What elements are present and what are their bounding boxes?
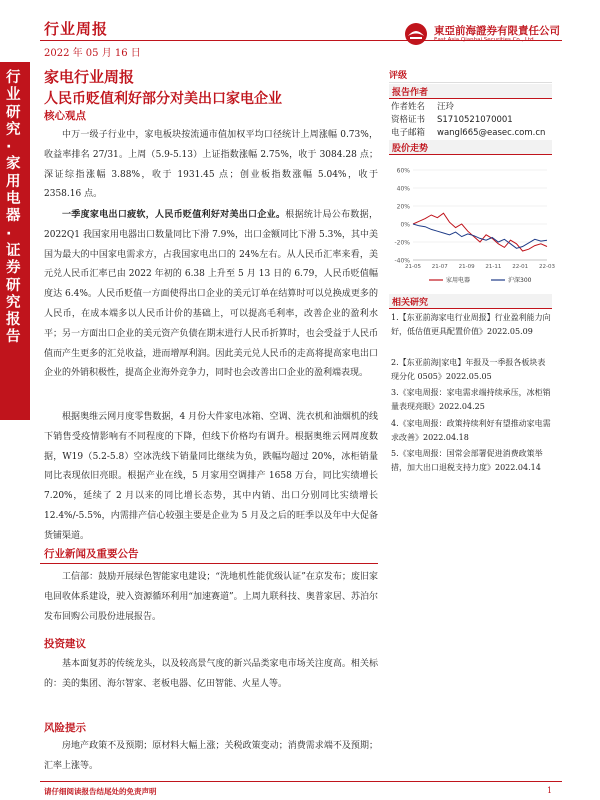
trend-heading: 股价走势 — [392, 144, 429, 154]
paragraph-advice: 基本面复苏的传统龙头，以及较高景气度的新兴品类家电市场关注度高。相关标的：美的集团、海尔智家、老板电器、亿田智能、火星人等。 — [44, 659, 378, 689]
x-tick-label: 21-11 — [485, 264, 502, 270]
advice-heading: 投资建议 — [44, 638, 86, 650]
sidebar-text: 行业研究·家用电器·证券研究报告 — [6, 70, 21, 346]
risk-heading: 风险提示 — [44, 722, 86, 734]
x-tick-label: 21-05 — [405, 264, 421, 270]
x-tick-label: 22-01 — [512, 264, 529, 270]
related-item-5[interactable]: 5.《家电周报：国常会部署促进消费政策举措，加大出口退税支持力度》2022.04.14 — [391, 449, 543, 473]
analyst-name-value: 汪玲 — [437, 102, 455, 112]
paragraph-export — [44, 206, 378, 384]
paragraph-retail: 根据奥维云网月度零售数据，4 月份大件家电冰箱、空调、洗衣机和油烟机的线下销售受疫情影响有不同程度的下降，但线下价格均有调升。根据奥维云网周度数据，W19（5.2-5.8）空冰洗线下销量同比继续为负，跌幅均超过 20%，冰柜销量同比表现依旧亮眼。根据产业在线，5 月家用空调排产 1658 万台，同比实绩增长 7.20%，延续了 2 月以来的同比增长态势，其中内销、出口分别同比实绩增长 12.4%/-5.5%，内需排产信心较强主要是企业为 5 月及之后的旺季以及年中大促备货铺渠道。 — [44, 412, 378, 541]
y-tick-label: 60% — [396, 167, 410, 175]
y-tick-label: -40% — [394, 257, 410, 265]
paragraph-news: 工信部：鼓励开展绿色智能家电建设；“洗地机性能优级认证”在京发布；废旧家电回收体系建设，驶入资源循环利用“加速赛道”。上周九联科技、奥普家居、苏泊尔发布回购公司股份进展报告。 — [44, 572, 378, 622]
analyst-name-key: 作者姓名 — [391, 102, 426, 112]
analyst-name-row — [391, 100, 454, 112]
stock-trend-chart — [389, 162, 553, 288]
related-item-2[interactable]: 2.【东亚前海|家电】年报及一季报各板块表现分化 0505》2022.05.05 — [391, 358, 546, 382]
analyst-email-row — [391, 126, 545, 138]
report-series-label: 行业周报 — [44, 20, 109, 38]
paragraph-export-body: 根据统计局公布数据，2022Q1 我国家用电器出口数量同比下滑 7.9%，出口金额同比下滑 5.3%，其中美国为最大的中国家电需求方，占我国家电出口的 24%左右。从人民币汇率来看，美元兑人民币汇率已由 2022 年初的 6.38 上升至 5 月 13 日的 6.79，人民币贬值幅度达 6.4%。人民币贬值一方面使得出口企业的美元订单在结算时可以兑换成更多的人民币，在成本端多以人民币计价的基础上，可以提高毛利率，改善企业的盈利水平；另一方面出口企业的美元资产负债在期末进行人民币折算时，也会受益于人民币值而产生更多的汇兑收益，进而增厚利润。因此美元兑人民币的走高将提高家电出口企业的外销积极性，提高企业海外竞争力，同时也会改善出口企业的盈利端表现。 — [44, 210, 378, 379]
analyst-heading: 报告作者 — [392, 88, 429, 98]
related-item-1[interactable]: 1.【东亚前海家电行业周报】行业盈利能力向好，低估值更具配置价值》2022.05.09 — [391, 313, 551, 337]
page-number: 1 — [547, 786, 553, 795]
footer-disclaimer: 请仔细阅读报告结尾处的免责声明 — [44, 787, 157, 796]
analyst-email-value[interactable]: wangl665@easec.com.cn — [437, 128, 546, 138]
y-tick-label: 0% — [400, 221, 410, 229]
related-item-3[interactable]: 3.《家电周报：家电需求端持续承压，冰柜销量表现亮眼》2022.04.25 — [391, 388, 551, 412]
category-sidebar — [0, 62, 30, 420]
logo-name-en: East Asia Qianhai Securities Co., Ltd. — [434, 37, 536, 43]
y-tick-label: 20% — [396, 203, 410, 211]
related-heading: 相关研究 — [392, 298, 429, 308]
y-tick-label: 40% — [396, 185, 410, 193]
analyst-email-key: 电子邮箱 — [391, 128, 426, 138]
rating-divider — [389, 82, 552, 83]
related-heading-bar — [389, 294, 552, 309]
paragraph-export-lead: 一季度家电出口疲软，人民币贬值利好对美出口企业。 — [62, 210, 286, 220]
news-divider — [40, 563, 378, 564]
logo-name-cn: 東亞前海證券有限責任公司 — [434, 25, 560, 37]
legend-label: 沪深300 — [508, 277, 532, 285]
footer-divider — [40, 781, 562, 782]
series-line-2 — [413, 224, 547, 248]
company-logo — [404, 22, 574, 50]
analyst-cert-key: 资格证书 — [391, 115, 426, 125]
x-tick-label: 21-07 — [431, 264, 448, 270]
analyst-heading-bar — [389, 84, 552, 99]
analyst-cert-row — [391, 113, 513, 125]
paragraph-risk: 房地产政策不及预期；原材料大幅上涨；关税政策变动；消费需求端不及预期；汇率上涨等。 — [44, 741, 378, 771]
x-tick-label: 22-03 — [539, 264, 555, 270]
core-views-heading: 核心观点 — [44, 110, 86, 122]
report-title: 人民币贬值利好部分对美出口家电企业 — [44, 91, 282, 107]
y-tick-label: -20% — [394, 239, 410, 247]
trend-heading-bar — [389, 140, 552, 155]
report-type: 家电行业周报 — [44, 68, 135, 86]
analyst-cert-value: S1710521070001 — [437, 115, 513, 125]
logo-mark-icon — [404, 22, 428, 46]
paragraph-market: 中万一级子行业中，家电板块按流通市值加权平均口径统计上周涨幅 0.73%，收益率排名 27/31。上周（5.9-5.13）上证指数涨幅 2.75%，收于 3084.28 点；深证综指涨幅 3.88%，收于 1931.45 点；创业板指数涨幅 5.04%，收于 2358.16 点。 — [44, 130, 378, 200]
news-heading: 行业新闻及重要公告 — [44, 548, 139, 560]
legend-label: 家用电器 — [446, 277, 471, 285]
x-tick-label: 21-09 — [458, 264, 475, 270]
report-date: 2022 年 05 月 16 日 — [44, 48, 141, 59]
series-line-1 — [413, 213, 547, 251]
related-item-4[interactable]: 4.《家电周报：政策持续利好有望推动家电需求改善》2022.04.18 — [391, 419, 551, 443]
rating-label: 评级 — [389, 71, 408, 81]
